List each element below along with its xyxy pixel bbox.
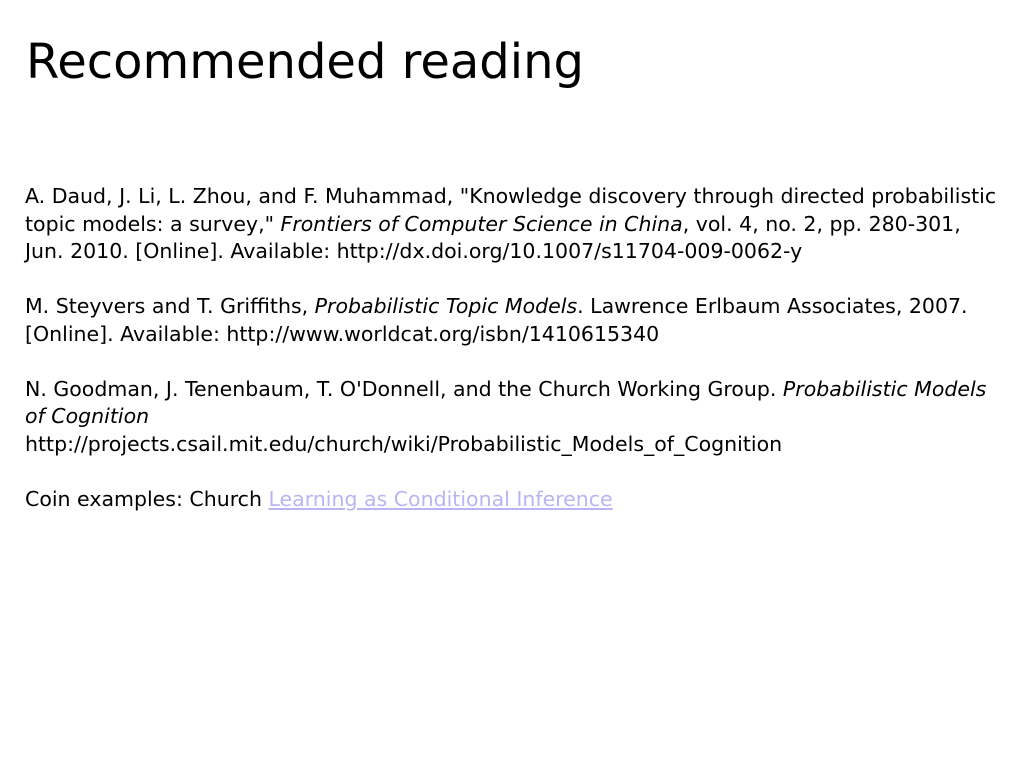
reference-journal: Frontiers of Computer Science in China (280, 211, 683, 236)
reference-details: , vol. 4, no. 2, pp. 280-301, Jun. 2010. [Online]. Available: http://dx.doi.org/10.1007/s11704-009-0062-y (25, 211, 961, 263)
reference-goodman (25, 376, 1000, 459)
coin-examples-line (25, 486, 1000, 514)
reference-text: N. Goodman, J. Tenenbaum, T. O'Donnell, and the Church Working Group. (25, 376, 783, 401)
slide-title: Recommended reading (26, 34, 584, 90)
reference-url: http://projects.csail.mit.edu/church/wiki/Probabilistic_Models_of_Cognition (25, 431, 783, 456)
reference-details: . Lawrence Erlbaum Associates, 2007. [Online]. Available: http://www.worldcat.org/isbn/1410615340 (25, 294, 968, 346)
reference-text: A. Daud, J. Li, L. Zhou, and F. Muhammad, "Knowledge discovery through directed probabilistic topic models: a survey," (25, 184, 997, 236)
reference-text: M. Steyvers and T. Griffiths, (25, 294, 315, 318)
reference-book-title: Probabilistic Models of Cognition (25, 376, 987, 428)
reference-list (25, 183, 1000, 541)
reference-steyvers (25, 293, 1000, 348)
reference-daud (25, 183, 1000, 266)
coin-examples-label: Coin examples: Church (25, 486, 269, 511)
reference-book-title: Probabilistic Topic Models (314, 294, 578, 318)
learning-conditional-inference-link[interactable]: Learning as Conditional Inference (268, 486, 613, 511)
